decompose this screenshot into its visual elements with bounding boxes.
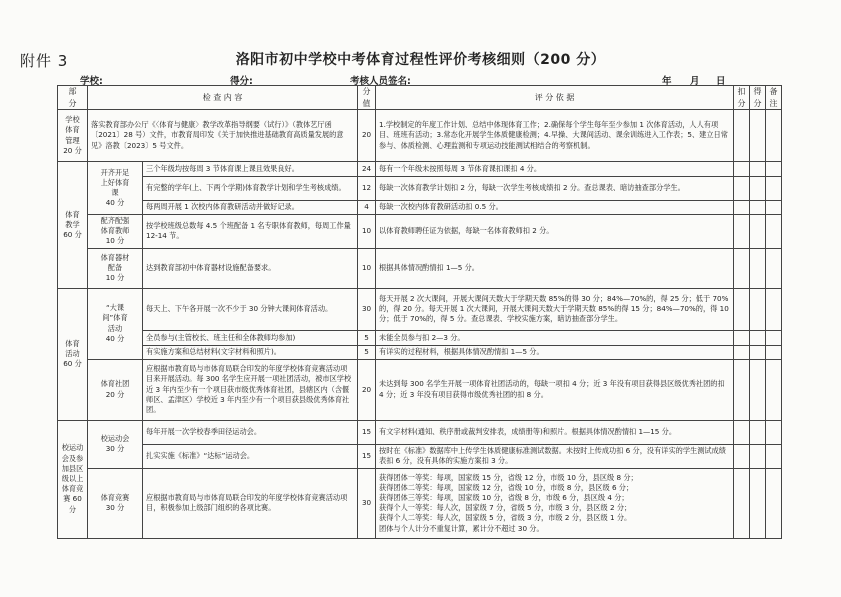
- table-row: [58, 288, 782, 330]
- point-value: 12: [358, 177, 376, 201]
- scoring-criteria: 有详实的过程材料，根据具体情况酌情扣 1—5 分。: [376, 345, 734, 359]
- header-deduct: 扣 分: [734, 86, 750, 110]
- check-content: 按学校班级总数每 4.5 个班配备 1 名专职体育教师，每周工作量 12-14 节。: [143, 215, 358, 249]
- document-title: 洛阳市初中学校中考体育过程性评价考核细则（200 分）: [235, 52, 606, 68]
- check-content: 全员参与(主管校长、班主任和全体教师均参加): [143, 330, 358, 345]
- score-cell[interactable]: [750, 420, 766, 444]
- header-points: 分 值: [358, 86, 376, 110]
- check-content: 扎实实施《标准》“达标”运动会。: [143, 444, 358, 468]
- score-cell[interactable]: [750, 201, 766, 215]
- deduct-cell[interactable]: [734, 162, 750, 177]
- table-row: [58, 359, 782, 420]
- score-cell[interactable]: [750, 330, 766, 345]
- point-value: 30: [358, 468, 376, 538]
- note-cell[interactable]: [766, 215, 782, 249]
- check-content: 有实施方案和总结材料(文字材料和照片)。: [143, 345, 358, 359]
- header-part: 部 分: [58, 86, 88, 110]
- score-cell[interactable]: [750, 444, 766, 468]
- note-cell[interactable]: [766, 468, 782, 538]
- check-content: 有完整的学年(上、下两个学期)体育教学计划和学生考核成绩。: [143, 177, 358, 201]
- point-value: 10: [358, 215, 376, 249]
- point-value: 20: [358, 110, 376, 162]
- subsection-label: 校运动会 30 分: [88, 420, 143, 468]
- check-content: 三个年级均按每周 3 节体育课上课且效果良好。: [143, 162, 358, 177]
- score-cell[interactable]: [750, 162, 766, 177]
- score-cell[interactable]: [750, 468, 766, 538]
- point-value: 30: [358, 288, 376, 330]
- subsection-label: 开齐开足 上好体育 课 40 分: [88, 162, 143, 215]
- scoring-criteria: 未达到每 300 名学生开展一项体育社团活动的，每缺一项扣 4 分；近 3 年没有项目获得县区级优秀社团的扣 4 分；近 3 年没有项目获得市级优秀社团的扣 8 分。: [376, 359, 734, 420]
- deduct-cell[interactable]: [734, 444, 750, 468]
- point-value: 5: [358, 330, 376, 345]
- subsection-label: 体育器材 配备 10 分: [88, 248, 143, 288]
- point-value: 4: [358, 201, 376, 215]
- check-content: 落实教育部办公厅《〈体育与健康〉教学改革指导纲要（试行）》（教体艺厅函〔2021〕28 号）文件，市教育局印发《关于加快推进基础教育高质量发展的意见》洛教〔2023〕5 号文件。: [88, 110, 358, 162]
- note-cell[interactable]: [766, 288, 782, 330]
- note-cell[interactable]: [766, 359, 782, 420]
- table-row: [58, 215, 782, 249]
- deduct-cell[interactable]: [734, 420, 750, 444]
- subsection-label: “大课 间”体育 活动 40 分: [88, 288, 143, 359]
- subsection-label: 体育社团 20 分: [88, 359, 143, 420]
- point-value: 15: [358, 420, 376, 444]
- deduct-cell[interactable]: [734, 359, 750, 420]
- check-content: 每两周开展 1 次校内体育教研活动并做好记录。: [143, 201, 358, 215]
- score-cell[interactable]: [750, 345, 766, 359]
- deduct-cell[interactable]: [734, 177, 750, 201]
- table-row: [58, 201, 782, 215]
- scoring-criteria: 1.学校制定的年度工作计划、总结中体现体育工作；2.确保每个学生每年至少参加 1 次体育活动，人人有项目、班班有活动；3.常态化开展学生体质健康检测；4.早操、大课间活动、课余训练进入工作表；5、建立日常参与、体质检测、心理监测和专项运动技能测试相结合的考察机制。: [376, 110, 734, 162]
- score-cell[interactable]: [750, 359, 766, 420]
- year-label: 年: [662, 76, 672, 87]
- deduct-cell[interactable]: [734, 110, 750, 162]
- school-field-label: 学校:: [80, 76, 103, 87]
- check-content: 每年开展一次学校春季田径运动会。: [143, 420, 358, 444]
- note-cell[interactable]: [766, 110, 782, 162]
- point-value: 24: [358, 162, 376, 177]
- table-row: [58, 110, 782, 162]
- day-label: 日: [716, 76, 726, 87]
- note-cell[interactable]: [766, 345, 782, 359]
- scoring-criteria: 有文字材料(通知、秩序册或裁判安排表，成绩册等)和照片。根据具体情况酌情扣 1—15 分。: [376, 420, 734, 444]
- check-content: 每天上、下午各开展一次不少于 30 分钟大课间体育活动。: [143, 288, 358, 330]
- score-cell[interactable]: [750, 110, 766, 162]
- deduct-cell[interactable]: [734, 330, 750, 345]
- deduct-cell[interactable]: [734, 215, 750, 249]
- scoring-criteria: 按时在《标准》数据库中上传学生体质健康标准测试数据。未按时上传成功扣 6 分，没有详实的学生测试成绩表扣 6 分，没有具体的实施方案扣 3 分。: [376, 444, 734, 468]
- header-get: 得 分: [750, 86, 766, 110]
- table-row: [58, 420, 782, 444]
- note-cell[interactable]: [766, 420, 782, 444]
- assessment-table: [57, 85, 782, 539]
- signer-field-label: 考核人员签名:: [350, 76, 411, 87]
- header-criteria: 评 分 依 据: [376, 86, 734, 110]
- check-content: 应根据市教育局与市体育局联合印发的年度学校体育竞赛活动项目来开展活动。每 300 名学生应开展一项社团活动，被市区学校近 3 年内至少有一个项目获市级优秀体育社团，县辖区内（含偃师区、孟津区）学校近 3 年内至少有一个项目获县级优秀体育社团。: [143, 359, 358, 420]
- note-cell[interactable]: [766, 177, 782, 201]
- table-row: [58, 468, 782, 538]
- table-row: [58, 177, 782, 201]
- note-cell[interactable]: [766, 444, 782, 468]
- month-label: 月: [690, 76, 700, 87]
- table-row: [58, 345, 782, 359]
- score-cell[interactable]: [750, 248, 766, 288]
- section-label: 体育 活动 60 分: [58, 288, 88, 420]
- point-value: 15: [358, 444, 376, 468]
- check-content: 应根据市教育局与市体育局联合印发的年度学校体育竞赛活动项目，积极参加上级部门组织的各项比赛。: [143, 468, 358, 538]
- scoring-criteria: 获得团体一等奖：每项，国家级 15 分，省级 12 分，市级 10 分，县区级 8 分； 获得团体二等奖：每项，国家级 12 分，省级 10 分，市级 8 分，县区级 6 分； 获得团体三等奖：每项，国家级 10 分，省级 8 分，市级 6 分，县区级 4 分； 获得个人一等奖：每人次，国家级 7 分，省级 5 分，市级 3 分，县区级 2 分； 获得个人二等奖：每人次，国家级 5 分，省级 3 分，市级 2 分，县区级 1 分。 团体与个人计分不重复计算，累计分不超过 30 分。: [376, 468, 734, 538]
- scoring-criteria: 每有一个年级未按照每周 3 节体育课扣课扣 4 分。: [376, 162, 734, 177]
- subsection-label: 配齐配强 体育教师 10 分: [88, 215, 143, 249]
- section-label: 体育 教学 60 分: [58, 162, 88, 289]
- note-cell[interactable]: [766, 162, 782, 177]
- scoring-criteria: 每缺一次体育教学计划扣 2 分，每缺一次学生考核成绩扣 2 分。查总课表、暗访抽查部分学生。: [376, 177, 734, 201]
- scoring-criteria: 根据具体情况酌情扣 1—5 分。: [376, 248, 734, 288]
- score-cell[interactable]: [750, 288, 766, 330]
- point-value: 10: [358, 248, 376, 288]
- scoring-criteria: 未能全员参与扣 2—3 分。: [376, 330, 734, 345]
- deduct-cell[interactable]: [734, 201, 750, 215]
- scoring-criteria: 以体育教师聘任证为依据，每缺一名体育教师扣 2 分。: [376, 215, 734, 249]
- check-content: 达到教育部初中体育器材设施配备要求。: [143, 248, 358, 288]
- point-value: 5: [358, 345, 376, 359]
- scoring-criteria: 每天开展 2 次大课间，开展大课间天数大于学期天数 85%的得 30 分；84%—70%的，得 25 分；低于 70%的，得 20 分。每天开展 1 次大课间，开展大课间天数大于学期天数 85%的得 15 分；84%—70%的，得 10 分；低于 70%的，得 5 分。查总课表、学校实施方案，暗访抽查部分学生。: [376, 288, 734, 330]
- deduct-cell[interactable]: [734, 248, 750, 288]
- table-row: [58, 248, 782, 288]
- table-row: [58, 444, 782, 468]
- note-cell[interactable]: [766, 330, 782, 345]
- attachment-label: 附件 3: [20, 52, 69, 70]
- header-note: 备 注: [766, 86, 782, 110]
- subsection-label: 体育竞赛 30 分: [88, 468, 143, 538]
- scoring-criteria: 每缺一次校内体育教研活动扣 0.5 分。: [376, 201, 734, 215]
- note-cell[interactable]: [766, 201, 782, 215]
- score-cell[interactable]: [750, 177, 766, 201]
- note-cell[interactable]: [766, 248, 782, 288]
- table-row: [58, 162, 782, 177]
- header-row: [58, 86, 782, 110]
- section-label: 学校 体育 管理 20 分: [58, 110, 88, 162]
- header-content: 检 查 内 容: [88, 86, 358, 110]
- section-label: 校运动 会及参 加县区 级以上 体育竞 赛 60 分: [58, 420, 88, 538]
- table-row: [58, 330, 782, 345]
- point-value: 20: [358, 359, 376, 420]
- score-field-label: 得分:: [230, 76, 253, 87]
- deduct-cell[interactable]: [734, 288, 750, 330]
- deduct-cell[interactable]: [734, 468, 750, 538]
- deduct-cell[interactable]: [734, 345, 750, 359]
- score-cell[interactable]: [750, 215, 766, 249]
